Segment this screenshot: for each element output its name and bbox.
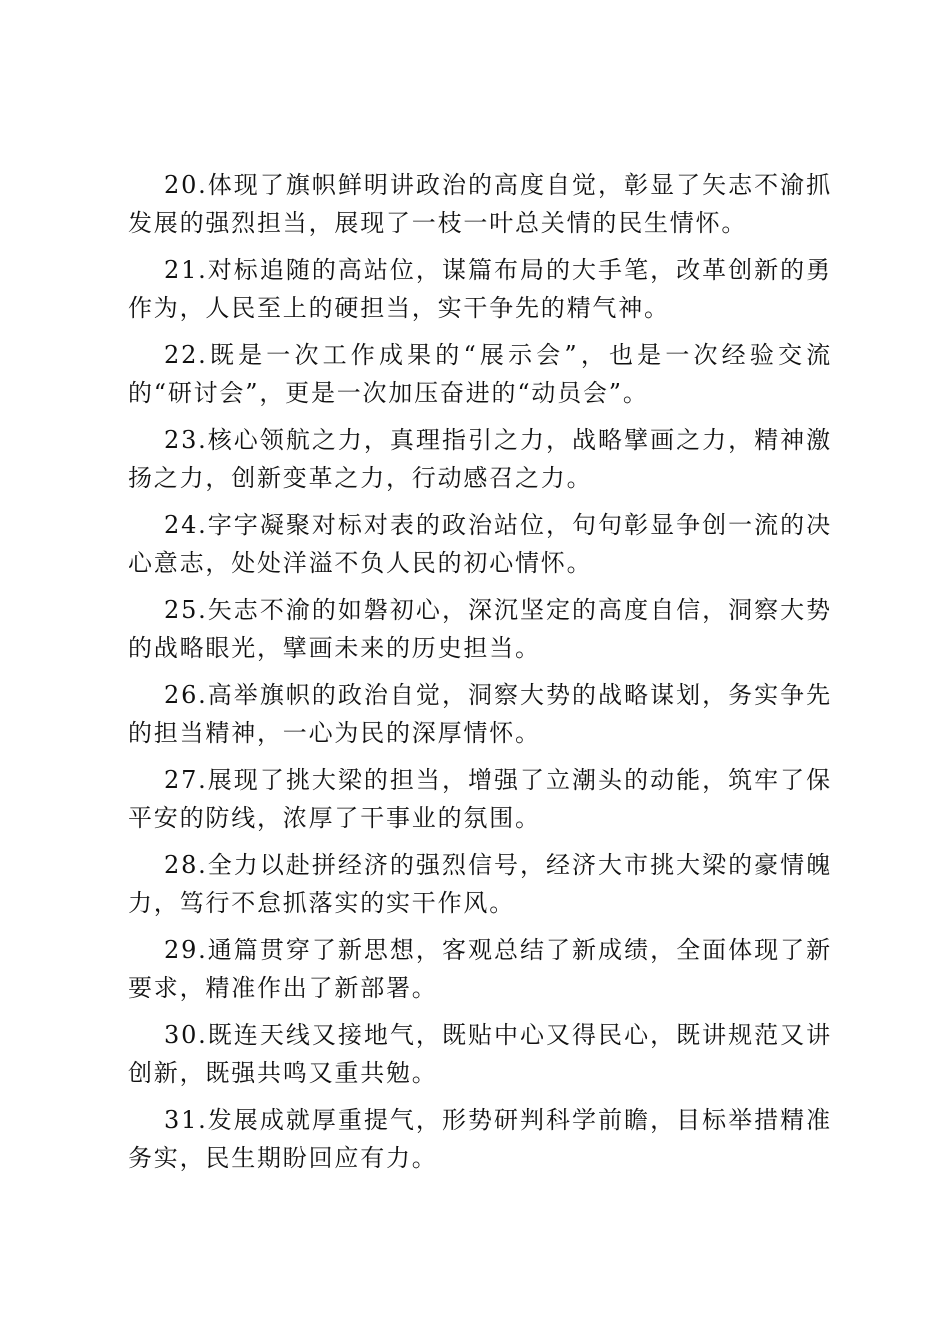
paragraph-28: 28.全力以赴拼经济的强烈信号，经济大市挑大梁的豪情魄力，笃行不怠抓落实的实干作风。 <box>128 851 832 917</box>
document-body <box>128 166 832 1186</box>
paragraph-24: 24.字字凝聚对标对表的政治站位，句句彰显争创一流的决心意志，处处洋溢不负人民的初心情怀。 <box>128 511 832 577</box>
paragraph-25: 25.矢志不渝的如磐初心，深沉坚定的高度自信，洞察大势的战略眼光，擘画未来的历史担当。 <box>128 596 832 662</box>
paragraph-31: 31.发展成就厚重提气，形势研判科学前瞻，目标举措精准务实，民生期盼回应有力。 <box>128 1106 832 1172</box>
paragraph-29: 29.通篇贯穿了新思想，客观总结了新成绩，全面体现了新要求，精准作出了新部署。 <box>128 936 832 1002</box>
paragraph-21: 21.对标追随的高站位，谋篇布局的大手笔，改革创新的勇作为，人民至上的硬担当，实干争先的精气神。 <box>128 256 832 322</box>
paragraph-26: 26.高举旗帜的政治自觉，洞察大势的战略谋划，务实争先的担当精神，一心为民的深厚情怀。 <box>128 681 832 747</box>
paragraph-27: 27.展现了挑大梁的担当，增强了立潮头的动能，筑牢了保平安的防线，浓厚了干事业的氛围。 <box>128 766 832 832</box>
paragraph-23: 23.核心领航之力，真理指引之力，战略擘画之力，精神激扬之力，创新变革之力，行动感召之力。 <box>128 426 832 492</box>
paragraph-22: 22.既是一次工作成果的“展示会”，也是一次经验交流的“研讨会”，更是一次加压奋进的“动员会”。 <box>128 341 832 407</box>
paragraph-20: 20.体现了旗帜鲜明讲政治的高度自觉，彰显了矢志不渝抓发展的强烈担当，展现了一枝一叶总关情的民生情怀。 <box>128 171 832 237</box>
paragraph-30: 30.既连天线又接地气，既贴中心又得民心，既讲规范又讲创新，既强共鸣又重共勉。 <box>128 1021 832 1087</box>
